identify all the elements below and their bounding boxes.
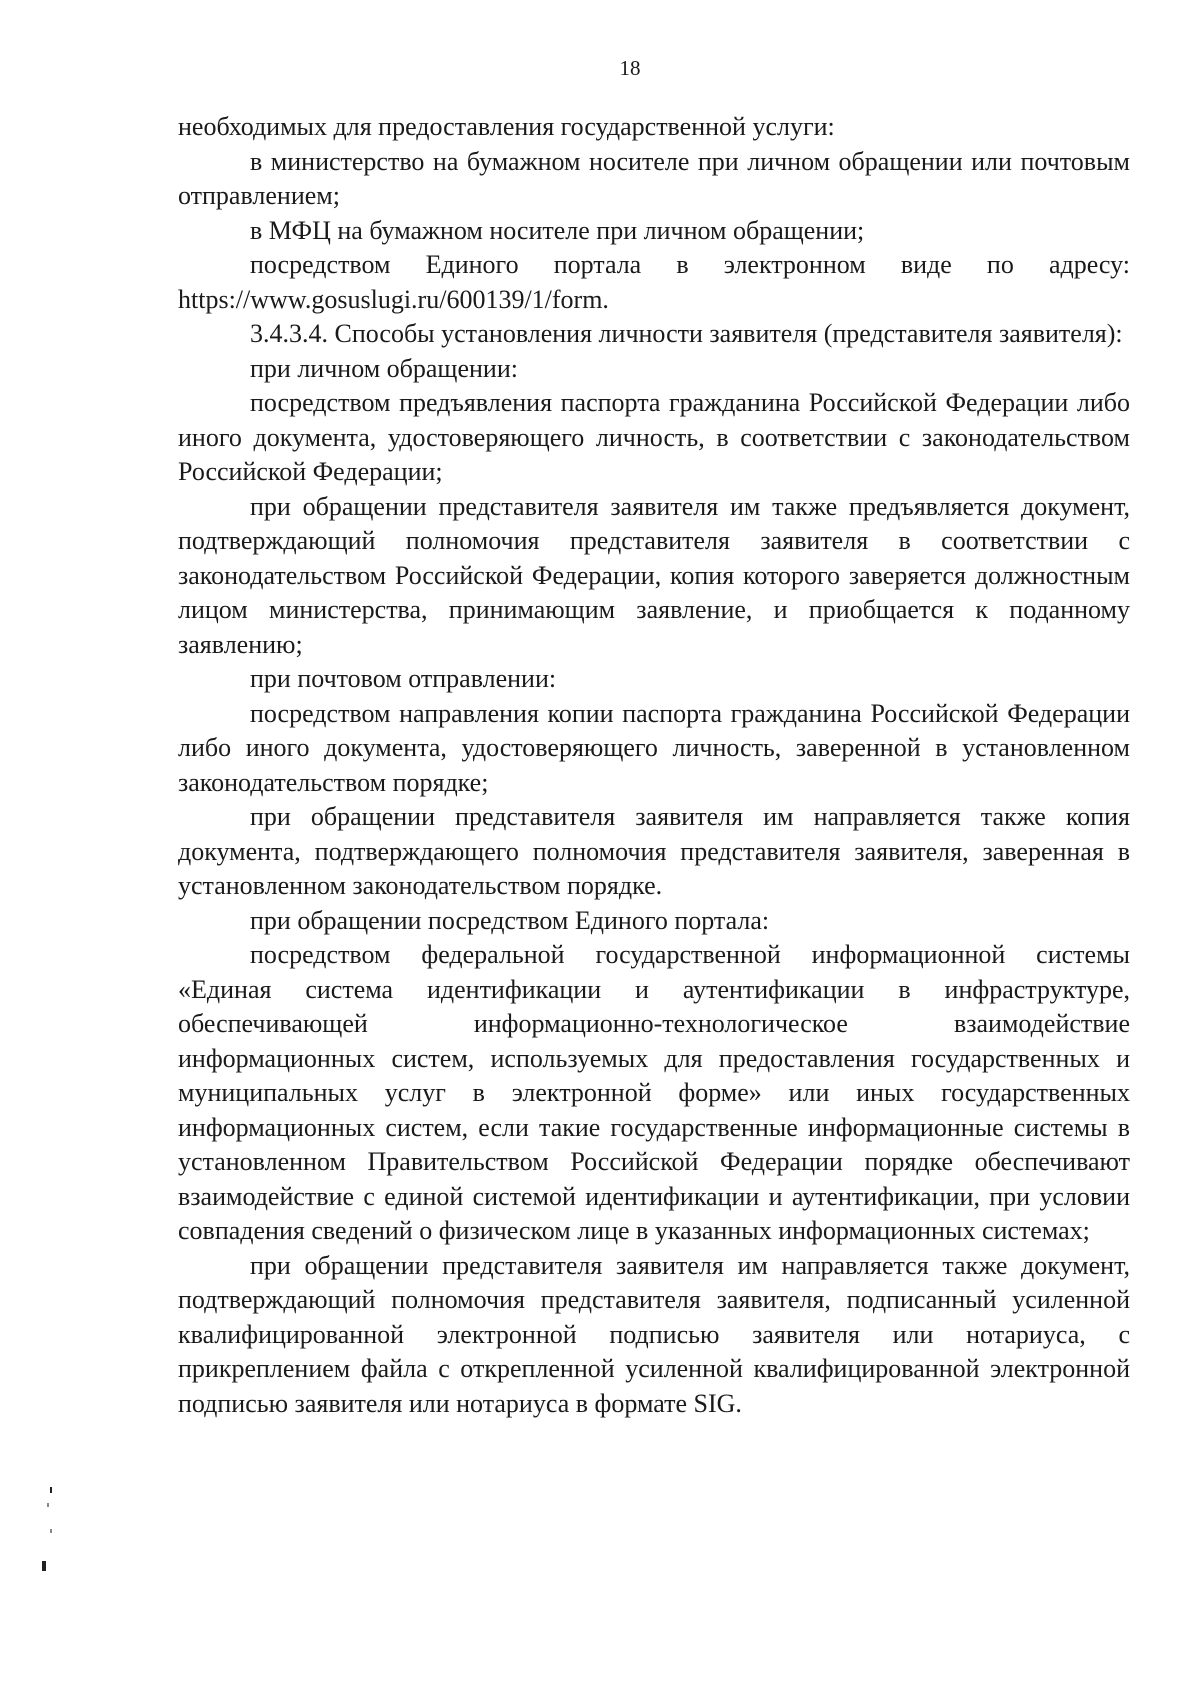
paragraph: при обращении посредством Единого портала: bbox=[250, 905, 770, 935]
document-body bbox=[178, 110, 1130, 1421]
page-number: 18 bbox=[619, 56, 641, 80]
paragraph: при обращении представителя заявителя им направляется также документ, подтверждающий полномочия представителя заявителя, подписанный усиленной квалифицированной электронной подписью заявителя или нотариуса, с прикреплением файла с открепленной усиленной квалифицированной электронной подписью заявителя или нотариуса в формате SIG. bbox=[178, 1250, 1130, 1418]
paragraph: в министерство на бумажном носителе при личном обращении или почтовым отправлением; bbox=[178, 146, 1130, 210]
paragraph: посредством федеральной государственной информационной системы «Единая система идентификации и аутентификации в инфраструктуре, обеспечивающей информационно-технологическое взаимодействие информационных систем, используемых для предоставления государственных и муниципальных услуг в электронной форме» или иных государственных информационных систем, если такие государственные информационные системы в установленном Правительством Российской Федерации порядке обеспечивают взаимодействие с единой системой идентификации и аутентификации, при условии совпадения сведений о физическом лице в указанных информационных системах; bbox=[178, 940, 1130, 1245]
paragraph: при личном обращении: bbox=[250, 353, 518, 383]
paragraph: посредством направления копии паспорта гражданина Российской Федерации либо иного документа, удостоверяющего личность, заверенной в установленном законодательством порядке; bbox=[178, 698, 1130, 797]
scan-artifact bbox=[42, 1561, 46, 1571]
section-heading-paragraph: 3.4.3.4. Способы установления личности заявителя (представителя заявителя): bbox=[250, 319, 1123, 348]
paragraph: посредством Единого портала в электронном виде по адресу: https://www.gosuslugi.ru/600139/1/form. bbox=[178, 250, 1130, 314]
scan-artifact bbox=[50, 1529, 52, 1533]
paragraph: необходимых для предоставления государственной услуги: bbox=[178, 112, 835, 141]
scan-artifact bbox=[47, 1503, 49, 1507]
paragraph: при обращении представителя заявителя им также предъявляется документ, подтверждающий полномочия представителя заявителя в соответствии с законодательством Российской Федерации, копия которого заверяется должностным лицом министерства, принимающим заявление, и приобщается к поданному заявлению; bbox=[178, 491, 1130, 659]
paragraph: при обращении представителя заявителя им направляется также копия документа, подтверждающего полномочия представителя заявителя, заверенная в установленном законодательством порядке. bbox=[178, 802, 1130, 900]
scan-artifact bbox=[50, 1487, 52, 1493]
paragraph: в МФЦ на бумажном носителе при личном обращении; bbox=[250, 215, 865, 245]
paragraph: при почтовом отправлении: bbox=[250, 664, 557, 693]
paragraph: посредством предъявления паспорта гражданина Российской Федерации либо иного документа, удостоверяющего личность, в соответствии с законодательством Российской Федерации; bbox=[178, 388, 1130, 486]
